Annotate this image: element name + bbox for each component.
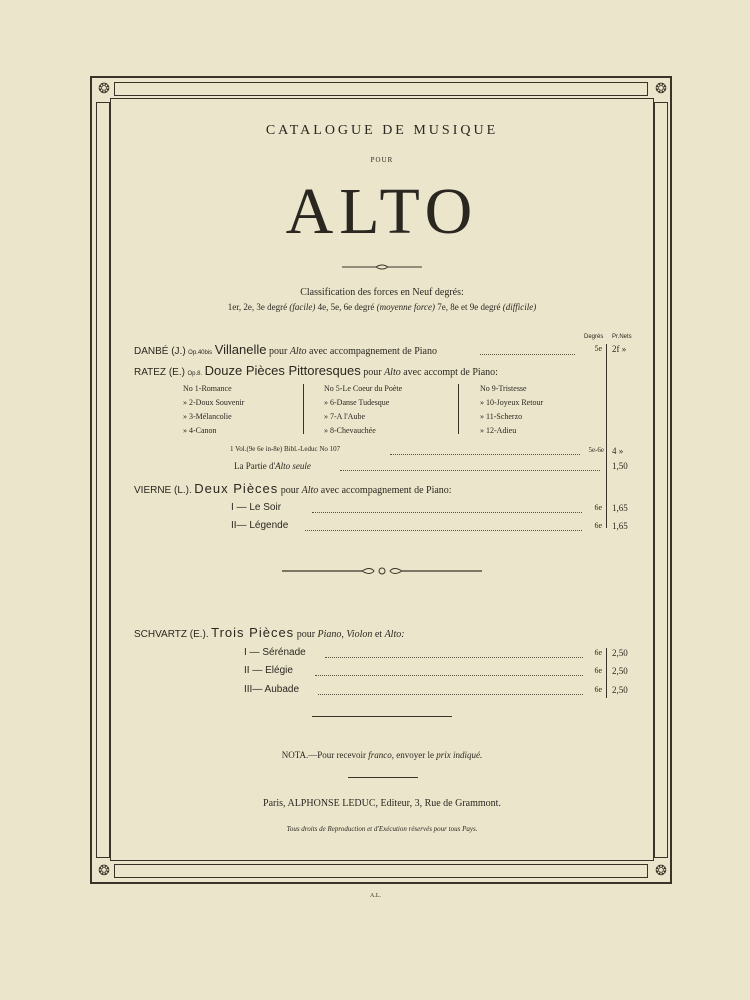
piece-item: III— Aubade <box>244 684 300 695</box>
price-value: 2,50 <box>612 685 628 695</box>
price-value: 2,50 <box>612 666 628 676</box>
price-column-rule <box>606 344 607 528</box>
column-header-degres: Degrés <box>584 334 604 340</box>
piece-item: II — Elégie <box>244 665 293 676</box>
degree-value: 6e <box>594 521 602 530</box>
partie-line: La Partie d'Alto seule <box>234 461 311 471</box>
list-item: » 8-Chevauchée <box>324 426 376 435</box>
ornament-icon <box>342 263 422 271</box>
leader-dots <box>325 657 583 658</box>
list-item: » 12-Adieu <box>480 426 517 435</box>
price-column-rule <box>606 648 607 698</box>
inner-rule-top <box>110 98 654 99</box>
entry-danbe: DANBÉ (J.) Op.40bis Villanelle pour Alto avec accompagnement de Piano <box>134 342 437 357</box>
list-item: » 4-Canon <box>183 426 217 435</box>
piece-item: I — Le Soir <box>231 502 282 513</box>
divider <box>312 716 452 717</box>
list-item: No 1-Romance <box>183 384 232 393</box>
leader-dots <box>390 454 580 455</box>
plate-code: A.L. <box>370 893 381 899</box>
piece-item: II— Légende <box>231 520 289 531</box>
degree-value: 6e <box>594 685 602 694</box>
leader-dots <box>340 470 600 471</box>
column-divider <box>303 384 304 434</box>
frame-band-left <box>96 102 110 858</box>
price-value: 1,65 <box>612 503 628 513</box>
leader-dots <box>480 354 575 355</box>
price-value: 2,50 <box>612 648 628 658</box>
leader-dots <box>318 694 583 695</box>
list-item: No 9-Tristesse <box>480 384 527 393</box>
corner-rosette-icon: ❂ <box>655 81 667 97</box>
degree-value: 5e-6e <box>588 446 604 454</box>
leader-dots <box>315 675 583 676</box>
list-item: » 6-Danse Tudesque <box>324 398 390 407</box>
classification-degrees: 1er, 2e, 3e degré (facile) 4e, 5e, 6e degré (moyenne force) 7e, 8e et 9e degré (difficile) <box>227 302 537 312</box>
piece-item: I — Sérénade <box>244 647 306 658</box>
degree-value: 6e <box>594 648 602 657</box>
list-item: No 5-Le Coeur du Poète <box>324 384 403 393</box>
publisher-address: Paris, ALPHONSE LEDUC, Editeur, 3, Rue de Grammont. <box>263 798 501 809</box>
frame-band-bottom <box>114 864 648 878</box>
price-value: 1,50 <box>612 461 628 471</box>
list-item: » 3-Mélancolie <box>183 412 232 421</box>
corner-rosette-icon: ❂ <box>98 81 110 97</box>
ornament-icon <box>282 565 482 577</box>
classification-heading: Classification des forces en Neuf degrés: <box>300 287 464 298</box>
degree-value: 6e <box>594 503 602 512</box>
divider <box>348 777 418 778</box>
list-item: » 11-Scherzo <box>480 412 523 421</box>
entry-vierne: VIERNE (L.). Deux Pièces pour Alto avec accompagnement de Piano: <box>134 481 452 496</box>
corner-rosette-icon: ❂ <box>655 863 667 879</box>
page-title: ALTO <box>285 175 479 248</box>
entry-ratez: RATEZ (E.) Op.8. Douze Pièces Pittoresques pour Alto avec accompt de Piano: <box>134 363 498 378</box>
degree-value: 6e <box>594 666 602 675</box>
catalogue-heading: CATALOGUE DE MUSIQUE <box>265 123 499 138</box>
pour-label: POUR <box>370 156 394 164</box>
price-value: 4 » <box>612 446 624 456</box>
list-item: » 2-Doux Souvenir <box>183 398 245 407</box>
rights-notice: Tous droits de Reproduction et d'Exécution réservés pour tous Pays. <box>286 825 478 833</box>
leader-dots <box>312 512 582 513</box>
price-value: 1,65 <box>612 521 628 531</box>
volume-line: 1 Vol.(9e 6e in-8e) Bibl.-Leduc No 107 <box>230 445 341 453</box>
column-header-prix: Pr.Nets <box>612 334 632 340</box>
inner-rule-bottom <box>110 860 654 861</box>
price-value: 2f » <box>612 344 627 354</box>
entry-schvartz: SCHVARTZ (E.). Trois Pièces pour Piano, Violon et Alto: <box>134 625 405 640</box>
nota-text: NOTA.—Pour recevoir franco, envoyer le prix indiqué. <box>281 750 483 760</box>
frame-band-top <box>114 82 648 96</box>
frame-band-right <box>654 102 668 858</box>
corner-rosette-icon: ❂ <box>98 863 110 879</box>
list-item: » 7-A l'Aube <box>324 412 365 421</box>
degree-value: 5e <box>594 344 602 353</box>
leader-dots <box>305 530 582 531</box>
column-divider <box>458 384 459 434</box>
list-item: » 10-Joyeux Retour <box>480 398 544 407</box>
